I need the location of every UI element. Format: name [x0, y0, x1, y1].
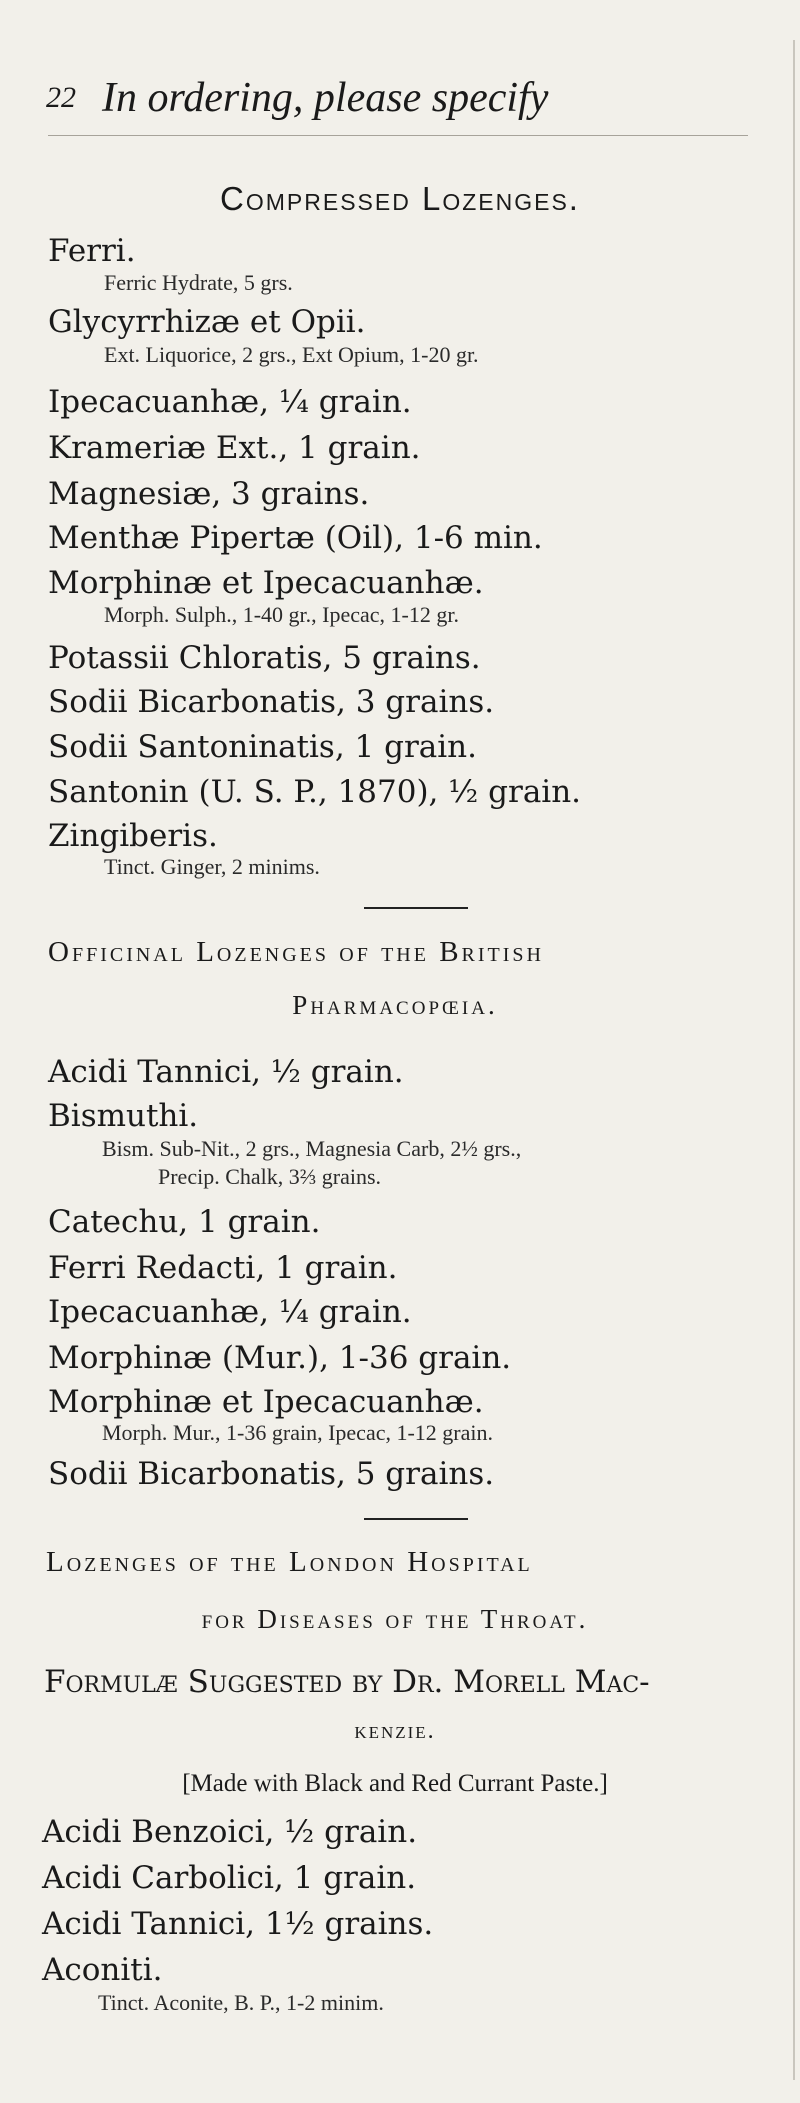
running-title: In ordering, please specify [102, 75, 549, 121]
section-title-british-line2: Pharmacopœia. [292, 990, 498, 1020]
header-rule [48, 135, 748, 136]
list-item: Acidi Tannici, ½ grain. [48, 1054, 404, 1090]
list-item: Sodii Santoninatis, 1 grain. [48, 729, 478, 765]
list-item: Ferri. [48, 233, 136, 269]
list-item: Morphinæ et Ipecacuanhæ. [48, 565, 484, 601]
list-item: Glycyrrhizæ et Opii. [48, 304, 366, 340]
list-item: Sodii Bicarbonatis, 3 grains. [48, 684, 495, 720]
list-item-detail: Morph. Mur., 1-36 grain, Ipecac, 1-12 grain. [102, 1420, 494, 1445]
list-item: Ferri Redacti, 1 grain. [48, 1250, 398, 1286]
list-item: Menthæ Pipertæ (Oil), 1-6 min. [48, 520, 543, 556]
page-header [46, 74, 548, 122]
page-number: 22 [46, 81, 76, 114]
list-item: Sodii Bicarbonatis, 5 grains. [48, 1456, 495, 1492]
section-title-london-line2: for Diseases of the Throat. [201, 1604, 589, 1634]
list-item-detail: Morph. Sulph., 1-40 gr., Ipecac, 1-12 gr. [104, 602, 459, 627]
list-item-detail: Tinct. Aconite, B. P., 1-2 minim. [98, 1990, 384, 2015]
section-divider [364, 907, 468, 909]
page-edge-line [793, 40, 795, 2080]
list-item-detail: Precip. Chalk, 3⅔ grains. [158, 1164, 382, 1189]
section-divider [364, 1518, 468, 1520]
list-item: Magnesiæ, 3 grains. [48, 476, 370, 512]
list-item: Aconiti. [42, 1952, 163, 1988]
list-item-detail: Ext. Liquorice, 2 grs., Ext Opium, 1-20 gr. [104, 342, 479, 367]
formulae-heading-line2: kenzie. [354, 1718, 436, 1744]
list-item-detail: Tinct. Ginger, 2 minims. [104, 854, 320, 879]
list-item: Ipecacuanhæ, ¼ grain. [48, 1294, 412, 1330]
list-item: Krameriæ Ext., 1 grain. [48, 430, 421, 466]
list-item: Acidi Benzoici, ½ grain. [42, 1814, 418, 1850]
formulae-heading-line1: Formulæ Suggested by Dr. Morell Mac- [44, 1664, 650, 1700]
list-item-detail: Ferric Hydrate, 5 grs. [104, 270, 293, 295]
list-item: Morphinæ et Ipecacuanhæ. [48, 1384, 484, 1420]
list-item-detail: Bism. Sub-Nit., 2 grs., Magnesia Carb, 2½ grs., [102, 1136, 522, 1161]
list-item: Acidi Carbolici, 1 grain. [42, 1860, 417, 1896]
list-item: Bismuthi. [48, 1098, 199, 1134]
paste-note: [Made with Black and Red Currant Paste.] [182, 1770, 608, 1797]
list-item: Zingiberis. [48, 818, 218, 854]
section-title-british-line1: Officinal Lozenges of the British [48, 936, 544, 968]
list-item: Ipecacuanhæ, ¼ grain. [48, 384, 412, 420]
section-title-london-line1: Lozenges of the London Hospital [46, 1546, 533, 1578]
list-item: Catechu, 1 grain. [48, 1204, 321, 1240]
section-title-compressed: Compressed Lozenges. [220, 180, 580, 217]
list-item: Acidi Tannici, 1½ grains. [42, 1906, 434, 1942]
list-item: Potassii Chloratis, 5 grains. [48, 640, 481, 676]
list-item: Santonin (U. S. P., 1870), ½ grain. [48, 774, 582, 810]
list-item: Morphinæ (Mur.), 1-36 grain. [48, 1340, 512, 1376]
